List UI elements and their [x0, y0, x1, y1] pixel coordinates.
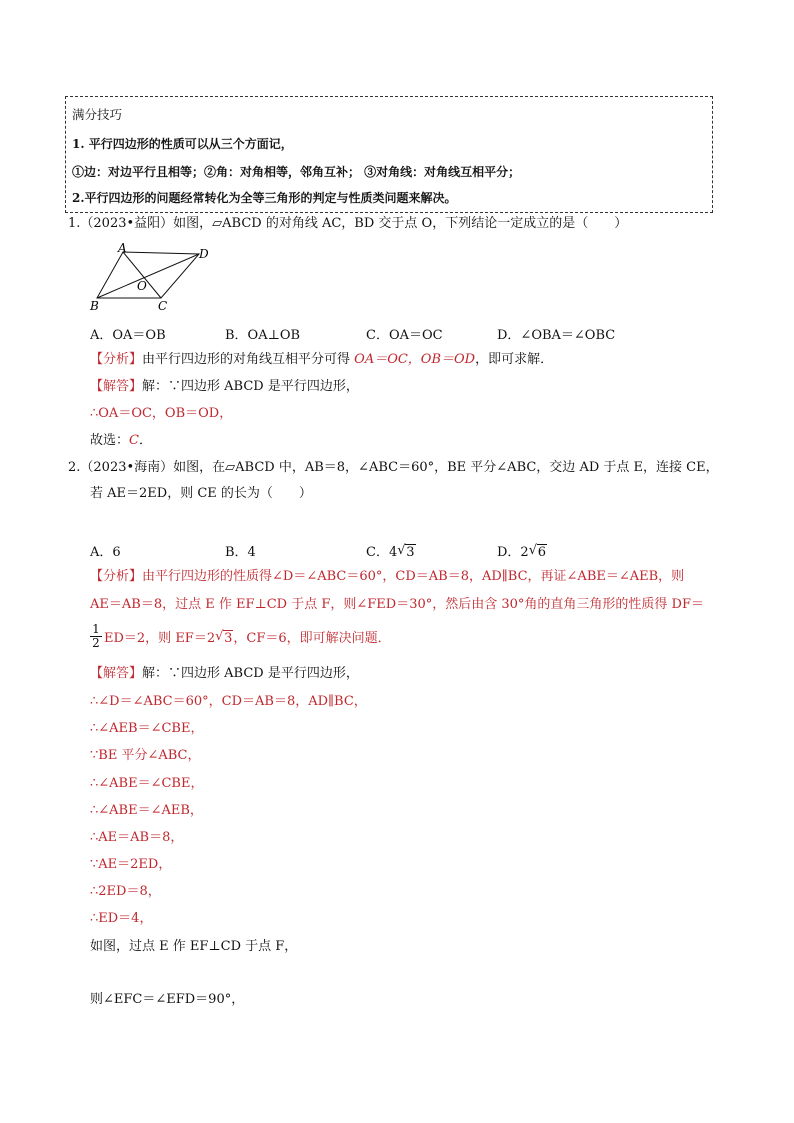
q2-analysis-sqrt: √ 3 — [215, 629, 233, 646]
q1-label-a: A — [118, 241, 127, 255]
q1-analysis — [90, 352, 553, 368]
q2-step-7: ∵AE＝2ED， — [90, 857, 172, 872]
tips-title: 满分技巧 — [72, 107, 123, 122]
q2-step-6: ∴AE＝AB＝8， — [90, 830, 184, 845]
q1-answer-choose-suffix: ． — [138, 433, 152, 448]
q1-label-d: D — [199, 247, 209, 261]
q1-label-b: B — [90, 299, 99, 313]
q2-step-5: ∴∠ABE＝∠AEB， — [90, 803, 203, 818]
tips-line-2: ①边：对边平行且相等；②角：对角相等，邻角互补； ③对角线：对角线互相平分； — [72, 165, 521, 179]
q2-step-1: ∴∠D＝∠ABC＝60°，CD＝AB＝8，AD∥BC， — [90, 694, 367, 709]
q2-stem-line-2: 若 AE＝2ED，则 CE 的长为（ ） — [90, 486, 312, 501]
q1-answer-tag: 【解答】 — [90, 379, 143, 394]
q2-stem-line-1: 2.（2023•海南）如图，在▱ABCD 中，AB＝8，∠ABC＝60°，BE 平分∠ABC，交边 AD 于点 E，连接 CE， — [68, 460, 719, 475]
q1-label-c: C — [158, 299, 168, 313]
q1-option-a: A．OA＝OB — [90, 328, 166, 343]
q1-parallelogram-figure — [85, 238, 215, 318]
q1-answer-text: 解：∵四边形 ABCD 是平行四边形， — [142, 379, 359, 394]
q2-step-2: ∴∠AEB＝∠CBE， — [90, 721, 204, 736]
q2-option-c-radicand: 3 — [406, 545, 415, 560]
q2-analysis-tag: 【分析】 — [90, 569, 143, 584]
q2-analysis-radicand: 3 — [224, 631, 233, 646]
q2-answer-intro: 解：∵四边形 ABCD 是平行四边形， — [142, 666, 359, 681]
q1-stem: 1.（2023•益阳）如图，▱ABCD 的对角线 AC，BD 交于点 O，下列结论一定成立的是（ ） — [68, 216, 628, 231]
tips-line-3: 2.平行四边形的问题经常转化为全等三角形的判定与性质类问题来解决。 — [72, 191, 457, 205]
q2-option-d — [497, 541, 547, 560]
q2-analysis-text-3a: ED＝2，则 EF＝2 — [104, 631, 216, 646]
q1-option-d: D．∠OBA＝∠OBC — [497, 328, 616, 343]
fraction-numerator: 1 — [90, 623, 102, 637]
q1-answer-line-3 — [90, 433, 152, 449]
q2-analysis-fraction — [90, 623, 102, 650]
tips-line-1: 1. 平行四边形的性质可以从三个方面记， — [72, 137, 293, 151]
q1-analysis-tag: 【分析】 — [90, 352, 143, 367]
q1-option-b: B．OA⊥OB — [225, 328, 301, 343]
q2-analysis-line-3 — [104, 631, 391, 647]
q2-option-d-sqrt: √ 6 — [528, 543, 546, 560]
q2-after-line-2: 则∠EFC＝∠EFD＝90°， — [90, 992, 245, 1007]
q2-after-line-1: 如图，过点 E 作 EF⊥CD 于点 F， — [90, 939, 298, 954]
q2-step-4: ∴∠ABE＝∠CBE， — [90, 776, 204, 791]
q1-analysis-text: 由平行四边形的对角线互相平分可得 — [142, 352, 355, 367]
q2-analysis-text-1: 由平行四边形的性质得∠D＝∠ABC＝60°，CD＝AB＝8，AD∥BC，再证∠ABE＝∠AEB，则 — [142, 569, 685, 584]
q2-option-c-prefix: C．4 — [366, 545, 398, 560]
q1-answer-choose-prefix: 故选： — [90, 433, 130, 448]
q2-option-a: A．6 — [90, 545, 121, 560]
q2-step-8: ∴2ED＝8， — [90, 884, 161, 899]
q2-option-c-sqrt: √ 3 — [397, 543, 415, 560]
q1-analysis-red: OA＝OC，OB＝OD — [354, 352, 476, 367]
q2-answer-line — [90, 666, 359, 682]
q2-step-3: ∵BE 平分∠ABC， — [90, 748, 201, 763]
q2-option-c — [366, 541, 416, 560]
q1-answer-choice: C — [129, 433, 139, 448]
q1-label-o: O — [137, 279, 147, 293]
q1-analysis-tail: ，即可求解． — [475, 352, 554, 367]
q2-option-d-radicand: 6 — [537, 545, 546, 560]
q1-answer-line-2: ∴OA＝OC，OB＝OD， — [90, 406, 233, 421]
q1-option-c: C．OA＝OC — [366, 328, 443, 343]
tips-box — [65, 96, 713, 213]
q2-analysis-line-2: AE＝AB＝8，过点 E 作 EF⊥CD 于点 F，则∠FED＝30°，然后由含 30°角的直角三角形的性质得 DF＝ — [90, 597, 704, 612]
q2-analysis-text-3b: ，CF＝6，即可解决问题． — [233, 631, 391, 646]
q2-analysis-line-1 — [90, 569, 684, 585]
fraction-denominator: 2 — [92, 636, 100, 650]
q1-answer-line-1 — [90, 379, 359, 395]
q2-step-9: ∴ED＝4， — [90, 911, 153, 926]
q2-answer-tag: 【解答】 — [90, 666, 143, 681]
q2-option-b: B．4 — [225, 545, 256, 560]
q2-option-d-prefix: D．2 — [497, 545, 529, 560]
